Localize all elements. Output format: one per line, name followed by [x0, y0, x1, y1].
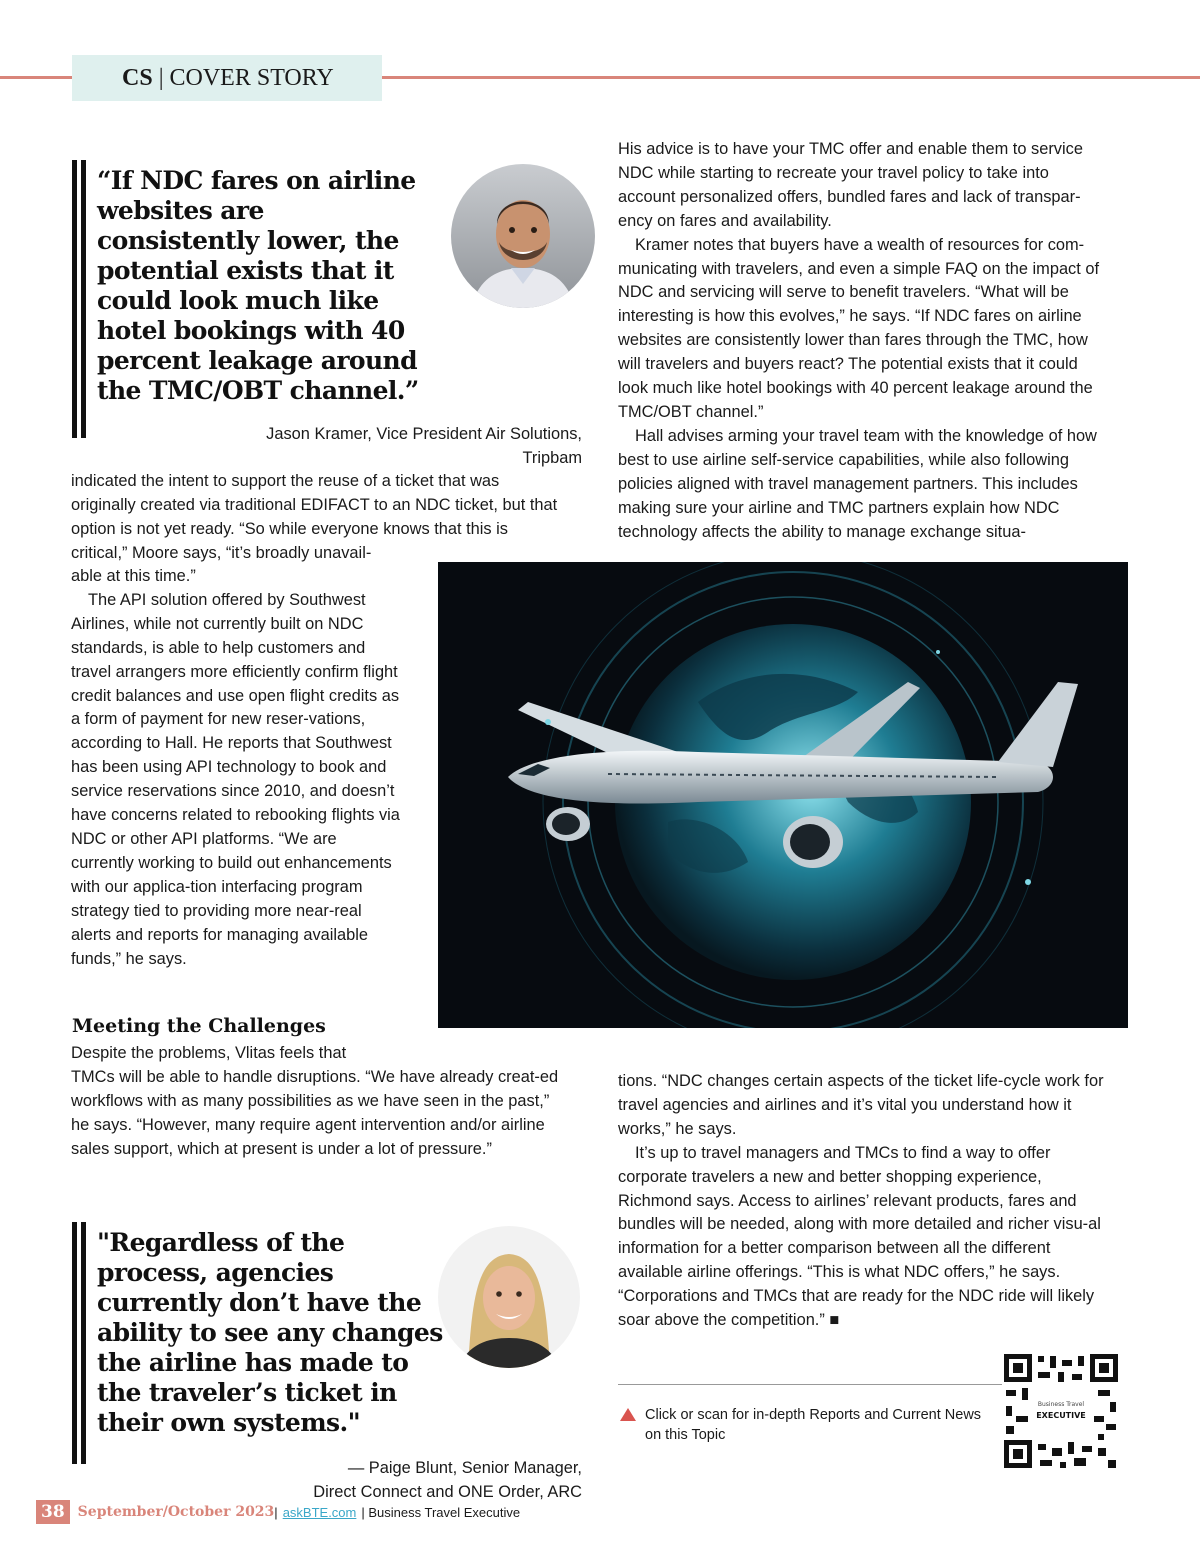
- section-heading-meeting-challenges: Meeting the Challenges: [72, 1015, 326, 1037]
- pull-quote-text: "Regardless of the process, agencies currently don’t have the ability to see any changes the airline has made to the traveler’s ticket in their own systems.": [97, 1228, 443, 1437]
- left-column-middle: able at this time.” The API solution offered by Southwest Airlines, while not currently built on NDC standards, is able to help customers and travel arrangers more efficiently confirm flight credit balances and use open flight credits as a form of payment for new reser-vations, according to Hall. He reports that Southwest has been using API technology to book and service reservations since 2010, and doesn’t have concerns related to rebooking flights via NDC or other API platforms. “We are currently working to build out enhancements with our applica-tion interfacing program strategy tied to providing more near-real alerts and reports for managing available funds,” he says.: [71, 567, 400, 968]
- triangle-icon: [620, 1408, 636, 1421]
- right-column-top: His advice is to have your TMC offer and enable them to service NDC while starting to recreate your travel policy to take into account personalized offers, bundled fares and lack of transpar-ency on fares and availability. Kramer notes that buyers have a wealth of resources for com-municating with travelers, and even a simple FAQ on the impact of NDC and servicing will serve to benefit travelers. “What will be interesting is how this evolves,” he says. “If NDC fares on airline websites are consistently lower than fares through the TMC, how will travelers and buyers react? The potential exists that it could look much like hotel bookings with 40 percent leakage around the TMC/OBT channel.” Hall advises arming your travel team with the knowledge of how best to use airline self-service capabilities, while also following policies aligned with travel management partners. This includes making sure your airline and TMC partners explain how NDC technology affects the ability to manage exchange situa-: [618, 140, 1100, 541]
- footer: 38 September/October 2023 | askBTE.com | Business Travel Executive: [36, 1500, 520, 1524]
- qr-caption[interactable]: Click or scan for in-depth Reports and Current News on this Topic: [620, 1405, 1000, 1445]
- left-column-top: indicated the intent to support the reuse of a ticket that was originally created via traditional EDIFACT to an NDC ticket, but that option is not yet ready. “So while everyone knows that this is critical,” Moore says, “it’s broadly unavail-: [71, 472, 558, 562]
- section-title: COVER STORY: [169, 64, 334, 91]
- portrait-jason-kramer: [451, 164, 595, 308]
- header-rule-right: [382, 76, 1200, 79]
- section-tag: CS | COVER STORY: [72, 55, 382, 101]
- end-mark: ■: [829, 1311, 840, 1330]
- right-column-bottom: tions. “NDC changes certain aspects of the ticket life-cycle work for travel agencies and airlines and it’s vital you understand how it works,” he says. It’s up to travel managers and TMCs to find a way to offer corporate travelers a new and better shopping experience, Richmond says. Access to airlines’ relevant products, fares and bundles will be needed, along with more detailed and richer visu-al information for a better comparison between all the different available airline offerings. “This is what NDC offers,” he says. “Corporations and TMCs that are ready for the NDC ride will likely soar above the competition.” ■: [618, 1072, 1104, 1330]
- pull-quote-text: “If NDC fares on airline websites are consistently lower, the potential exists that it could look much like hotel bookings with 40 percent leakage around the TMC/OBT channel.”: [97, 166, 419, 405]
- publication-name: | Business Travel Executive: [361, 1504, 521, 1520]
- pull-quote-attribution: — Paige Blunt, Senior Manager, Direct Connect and ONE Order, ARC: [313, 1459, 582, 1501]
- hero-image-airplane-globe: [438, 562, 1128, 1028]
- portrait-paige-blunt: [438, 1226, 580, 1368]
- site-link[interactable]: askBTE.com: [282, 1504, 357, 1520]
- section-abbrev: CS: [122, 64, 153, 91]
- qr-logo-line2: EXECUTIVE: [1036, 1411, 1086, 1420]
- meeting-body: Despite the problems, Vlitas feels that TMCs will be able to handle disruptions. “We have already creat-ed workflows with as many possibilities as we have seen in the past,” he says. “However, many require agent intervention and/or airline sales support, which at present is under a lot of pressure.”: [71, 1044, 559, 1158]
- qr-code[interactable]: [1002, 1352, 1120, 1470]
- issue-date: September/October 2023: [77, 1504, 275, 1520]
- qr-logo-line1: Business Travel: [1037, 1401, 1085, 1408]
- pull-quote-attribution: Jason Kramer, Vice President Air Solutions, Tripbam: [266, 425, 582, 467]
- header-rule-left: [0, 76, 72, 79]
- page-number: 38: [36, 1500, 70, 1524]
- qr-divider: [618, 1384, 1002, 1385]
